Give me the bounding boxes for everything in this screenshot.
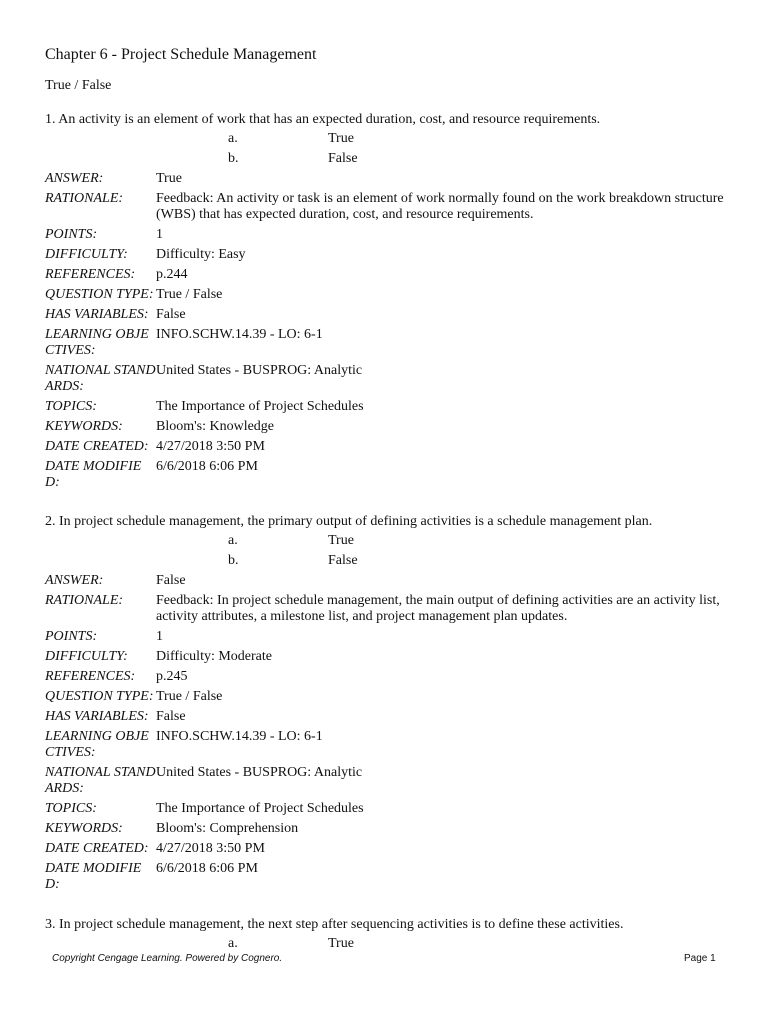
learning-objectives-label: LEARNING OBJE CTIVES: [45, 729, 149, 760]
national-standards-row [45, 763, 725, 799]
question-3 [45, 916, 725, 954]
references-row [45, 265, 725, 285]
answer-row [45, 571, 725, 591]
answer-row [45, 169, 725, 189]
date-created-label: DATE CREATED: [45, 841, 149, 856]
rationale-value: Feedback: An activity or task is an element of work normally found on the work breakdown structure (WBS) that has expected duration, cost, and resource requirements. [156, 191, 724, 222]
topics-label: TOPICS: [45, 399, 97, 414]
national-standards-row [45, 361, 725, 397]
answer-label: ANSWER: [45, 171, 104, 186]
difficulty-label: DIFFICULTY: [45, 649, 128, 664]
answer-label: ANSWER: [45, 573, 104, 588]
points-value: 1 [156, 629, 163, 644]
question-2 [45, 513, 725, 895]
answer-value: True [156, 171, 182, 186]
national-standards-label: NATIONAL STAND ARDS: [45, 765, 156, 796]
keywords-row [45, 819, 725, 839]
question-type-row [45, 285, 725, 305]
date-created-row [45, 839, 725, 859]
points-label: POINTS: [45, 227, 98, 242]
learning-objectives-value: INFO.SCHW.14.39 - LO: 6-1 [156, 327, 323, 342]
national-standards-value: United States - BUSPROG: Analytic [156, 765, 363, 780]
choice-text: True [328, 131, 354, 146]
choice-b [45, 551, 725, 571]
points-label: POINTS: [45, 629, 98, 644]
date-modified-row [45, 457, 725, 493]
rationale-value: Feedback: In project schedule management, the main output of defining activities are an activity list, activity attributes, a milestone list, and project management plan updates. [156, 593, 720, 624]
choice-a [45, 129, 725, 149]
question-type-label: QUESTION TYPE: [45, 287, 154, 302]
references-row [45, 667, 725, 687]
question-metadata [45, 169, 725, 493]
chapter-title: Chapter 6 - Project Schedule Management [45, 46, 317, 63]
question-text: 3. In project schedule management, the next step after sequencing activities is to define these activities. [45, 917, 624, 932]
has-variables-label: HAS VARIABLES: [45, 307, 149, 322]
keywords-value: Bloom's: Comprehension [156, 821, 299, 836]
national-standards-value: United States - BUSPROG: Analytic [156, 363, 363, 378]
points-row [45, 225, 725, 245]
choice-text: True [328, 936, 354, 951]
learning-objectives-label: LEARNING OBJE CTIVES: [45, 327, 149, 358]
question-text: 2. In project schedule management, the primary output of defining activities is a schedule management plan. [45, 514, 653, 529]
learning-objectives-row [45, 727, 725, 763]
points-row [45, 627, 725, 647]
date-created-value: 4/27/2018 3:50 PM [156, 439, 265, 454]
references-value: p.245 [156, 669, 188, 684]
has-variables-value: False [156, 307, 186, 322]
difficulty-row [45, 647, 725, 667]
topics-row [45, 799, 725, 819]
topics-label: TOPICS: [45, 801, 97, 816]
difficulty-value: Difficulty: Moderate [156, 649, 272, 664]
rationale-row [45, 591, 725, 627]
topics-value: The Importance of Project Schedules [156, 399, 364, 414]
date-modified-row [45, 859, 725, 895]
choice-a [45, 934, 725, 954]
has-variables-label: HAS VARIABLES: [45, 709, 149, 724]
choice-letter: a. [228, 533, 238, 548]
question-1 [45, 111, 725, 493]
rationale-label: RATIONALE: [45, 593, 124, 608]
date-modified-value: 6/6/2018 6:06 PM [156, 459, 258, 474]
section-title: True / False [45, 78, 112, 93]
question-metadata [45, 571, 725, 895]
footer-copyright: Copyright Cengage Learning. Powered by Cognero. [52, 953, 283, 964]
keywords-value: Bloom's: Knowledge [156, 419, 275, 434]
date-created-value: 4/27/2018 3:50 PM [156, 841, 265, 856]
topics-row [45, 397, 725, 417]
learning-objectives-row [45, 325, 725, 361]
difficulty-value: Difficulty: Easy [156, 247, 246, 262]
has-variables-row [45, 305, 725, 325]
difficulty-row [45, 245, 725, 265]
date-modified-value: 6/6/2018 6:06 PM [156, 861, 258, 876]
has-variables-value: False [156, 709, 186, 724]
choice-letter: b. [228, 151, 239, 166]
references-label: REFERENCES: [45, 267, 136, 282]
learning-objectives-value: INFO.SCHW.14.39 - LO: 6-1 [156, 729, 323, 744]
question-type-label: QUESTION TYPE: [45, 689, 154, 704]
has-variables-row [45, 707, 725, 727]
keywords-row [45, 417, 725, 437]
choice-text: False [328, 151, 358, 166]
difficulty-label: DIFFICULTY: [45, 247, 128, 262]
question-type-value: True / False [156, 689, 223, 704]
question-type-row [45, 687, 725, 707]
date-created-label: DATE CREATED: [45, 439, 149, 454]
keywords-label: KEYWORDS: [45, 821, 123, 836]
choice-a [45, 531, 725, 551]
points-value: 1 [156, 227, 163, 242]
date-modified-label: DATE MODIFIED: [45, 861, 142, 892]
footer-page-number: Page 1 [684, 953, 716, 964]
question-type-value: True / False [156, 287, 223, 302]
question-text: 1. An activity is an element of work that has an expected duration, cost, and resource requirements. [45, 112, 601, 127]
rationale-label: RATIONALE: [45, 191, 124, 206]
date-created-row [45, 437, 725, 457]
choice-letter: a. [228, 131, 238, 146]
date-modified-label: DATE MODIFIED: [45, 459, 142, 490]
references-label: REFERENCES: [45, 669, 136, 684]
choice-text: True [328, 533, 354, 548]
topics-value: The Importance of Project Schedules [156, 801, 364, 816]
choice-letter: b. [228, 553, 239, 568]
references-value: p.244 [156, 267, 188, 282]
choice-text: False [328, 553, 358, 568]
rationale-row [45, 189, 725, 225]
keywords-label: KEYWORDS: [45, 419, 123, 434]
national-standards-label: NATIONAL STAND ARDS: [45, 363, 156, 394]
answer-value: False [156, 573, 186, 588]
choice-b [45, 149, 725, 169]
choice-letter: a. [228, 936, 238, 951]
